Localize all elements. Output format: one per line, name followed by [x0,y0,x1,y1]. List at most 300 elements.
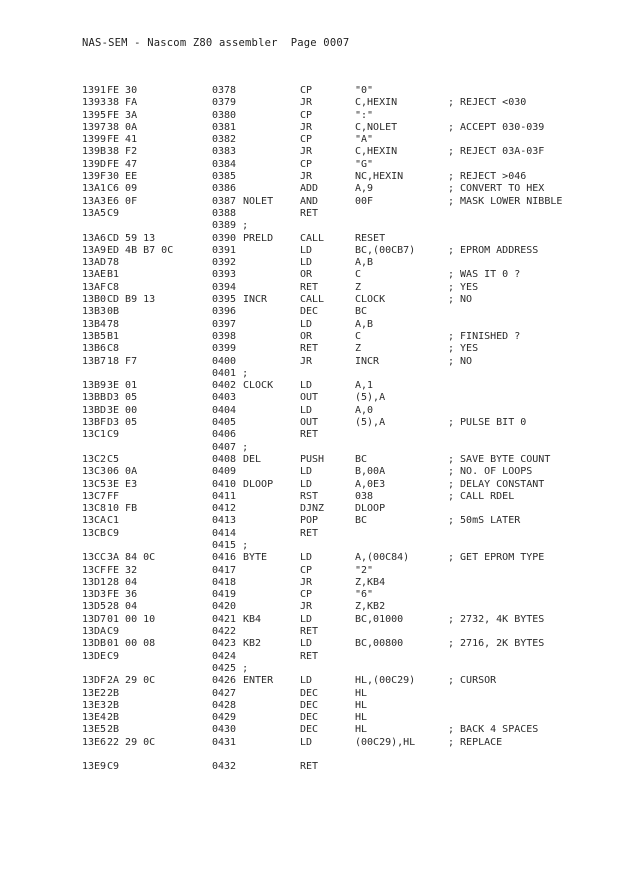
line-number: 0420 [212,601,237,613]
operand: HL [355,687,368,699]
operand: "2" [355,564,374,576]
comment: ; DELAY CONSTANT [448,478,545,490]
line-number: 0384 [212,158,237,170]
operand: A,B [355,257,374,269]
mnemonic: OUT [300,392,319,404]
label: PRELD [243,232,274,244]
comment: ; WAS IT 0 ? [448,269,521,281]
comment: ; NO [448,294,473,306]
line-number: 0424 [212,650,237,662]
line-number: 0392 [212,257,237,269]
line-number: 0425 ; [212,662,249,674]
object-bytes: C1 [107,515,120,527]
object-bytes: ED 4B B7 0C [107,244,174,256]
address: 13A3 [82,195,107,207]
listing-row [0,700,620,712]
operand: INCR [355,355,380,367]
address: 13A1 [82,183,107,195]
label: INCR [243,294,268,306]
mnemonic: RET [300,626,319,638]
address: 13DF [82,675,107,687]
line-number: 0411 [212,490,237,502]
address: 13E2 [82,687,107,699]
line-number: 0378 [212,85,237,96]
listing-row [0,134,620,146]
operand: BC,00800 [355,638,404,650]
address: 13C8 [82,503,107,515]
object-bytes: C6 09 [107,183,138,195]
mnemonic: DEC [300,306,319,318]
label: KB2 [243,638,262,650]
line-number: 0386 [212,183,237,195]
address: 13DE [82,650,107,662]
line-number: 0407 ; [212,441,249,453]
operand: HL,(00C29) [355,675,416,687]
line-number: 0383 [212,146,237,158]
address: 13C3 [82,466,107,478]
address: 1395 [82,109,107,121]
comment: ; CALL RDEL [448,490,515,502]
operand: "6" [355,589,374,601]
listing-row [0,577,620,589]
mnemonic: RET [300,429,319,441]
header-title: NAS-SEM - Nascom Z80 assembler [82,37,278,49]
object-bytes: 10 FB [107,503,138,515]
label: CLOCK [243,380,274,392]
operand: A,0E3 [355,478,386,490]
operand: CLOCK [355,294,386,306]
listing-row [0,515,620,527]
header-page-label: Page 0007 [290,37,350,49]
listing-row [0,356,620,368]
operand: ":" [355,109,374,121]
address: 13C2 [82,453,107,465]
listing-row [0,245,620,257]
object-bytes: 06 0A [107,466,138,478]
address: 13CC [82,552,107,564]
comment: ; REJECT <030 [448,97,527,109]
operand: BC [355,515,368,527]
object-bytes: 78 [107,318,120,330]
mnemonic: RET [300,761,319,773]
address: 13C5 [82,478,107,490]
line-number: 0403 [212,392,237,404]
operand: Z,KB4 [355,576,386,588]
mnemonic: JR [300,146,313,158]
operand: 038 [355,490,374,502]
listing-row [0,737,620,749]
object-bytes: FE 30 [107,85,138,96]
address: 13B7 [82,355,107,367]
operand: A,9 [355,183,374,195]
object-bytes: 38 FA [107,97,138,109]
listing-row [0,282,620,294]
mnemonic: PUSH [300,453,325,465]
object-bytes: 38 F2 [107,146,138,158]
label: ENTER [243,675,274,687]
object-bytes: 3E E3 [107,478,138,490]
object-bytes: 2A 29 0C [107,675,156,687]
operand: C,HEXIN [355,97,398,109]
comment: ; YES [448,281,479,293]
line-number: 0385 [212,171,237,183]
mnemonic: RST [300,490,319,502]
comment: ; 50mS LATER [448,515,521,527]
line-number: 0409 [212,466,237,478]
object-bytes: C9 [107,207,120,219]
address: 13A5 [82,207,107,219]
comment: ; NO. OF LOOPS [448,466,533,478]
line-number: 0399 [212,343,237,355]
object-bytes: C9 [107,429,120,441]
listing-row [0,343,620,355]
address: 1391 [82,85,107,96]
listing-row [0,368,620,380]
operand: BC [355,306,368,318]
listing-row [0,589,620,601]
line-number: 0416 [212,552,237,564]
address: 13BF [82,417,107,429]
listing-row [0,761,620,773]
mnemonic: POP [300,515,319,527]
object-bytes: 3E 00 [107,404,138,416]
mnemonic: JR [300,355,313,367]
mnemonic: OR [300,330,313,342]
label: BYTE [243,552,268,564]
line-number: 0390 [212,232,237,244]
operand: C [355,269,362,281]
mnemonic: LD [300,466,313,478]
listing-row [0,565,620,577]
object-bytes: C8 [107,281,120,293]
mnemonic: DEC [300,687,319,699]
comment: ; EPROM ADDRESS [448,244,539,256]
operand: Z,KB2 [355,601,386,613]
object-bytes: 2B [107,699,120,711]
object-bytes: 18 F7 [107,355,138,367]
mnemonic: CP [300,85,313,96]
address: 13BD [82,404,107,416]
listing-row [0,269,620,281]
line-number: 0412 [212,503,237,515]
line-number: 0423 [212,638,237,650]
label: DLOOP [243,478,274,490]
listing-row [0,724,620,736]
mnemonic: RET [300,281,319,293]
listing-row [0,294,620,306]
line-number: 0414 [212,527,237,539]
mnemonic: AND [300,195,319,207]
mnemonic: LD [300,675,313,687]
label: DEL [243,453,262,465]
mnemonic: JR [300,601,313,613]
operand: BC,01000 [355,613,404,625]
object-bytes: C5 [107,453,120,465]
operand: C [355,330,362,342]
object-bytes: CD B9 13 [107,294,156,306]
comment: ; REJECT >046 [448,171,527,183]
listing-row [0,171,620,183]
object-bytes: CD 59 13 [107,232,156,244]
listing-row [0,491,620,503]
line-number: 0391 [212,244,237,256]
object-bytes: 3A 84 0C [107,552,156,564]
object-bytes: D3 05 [107,417,138,429]
object-bytes: FE 41 [107,134,138,146]
operand: Z [355,343,362,355]
listing-row [0,429,620,441]
line-number: 0422 [212,626,237,638]
address: 13AD [82,257,107,269]
line-number: 0426 [212,675,237,687]
listing-row [0,663,620,675]
mnemonic: LD [300,404,313,416]
listing-row [0,626,620,638]
mnemonic: JR [300,171,313,183]
comment: ; YES [448,343,479,355]
listing-row [0,319,620,331]
address: 13B4 [82,318,107,330]
operand: RESET [355,232,386,244]
line-number: 0406 [212,429,237,441]
operand: "0" [355,85,374,96]
mnemonic: CP [300,134,313,146]
listing-row [0,675,620,687]
listing-row [0,146,620,158]
listing-row [0,306,620,318]
listing-row [0,466,620,478]
comment: ; BACK 4 SPACES [448,724,539,736]
listing-row [0,208,620,220]
mnemonic: CALL [300,232,325,244]
address: 139F [82,171,107,183]
listing-row [0,159,620,171]
mnemonic: RET [300,207,319,219]
line-number: 0397 [212,318,237,330]
object-bytes: 22 29 0C [107,736,156,748]
line-number: 0417 [212,564,237,576]
object-bytes: 01 00 08 [107,638,156,650]
listing-row [0,601,620,613]
mnemonic: OR [300,269,313,281]
operand: A,(00C84) [355,552,410,564]
address: 13D3 [82,589,107,601]
operand: A,B [355,318,374,330]
mnemonic: DJNZ [300,503,325,515]
listing-row [0,405,620,417]
address: 13D7 [82,613,107,625]
mnemonic: CALL [300,294,325,306]
line-number: 0379 [212,97,237,109]
address: 13DB [82,638,107,650]
object-bytes: C9 [107,761,120,773]
address: 1399 [82,134,107,146]
listing-row [0,331,620,343]
page-header [82,37,349,49]
listing-row [0,257,620,269]
label: NOLET [243,195,274,207]
assembly-listing [0,85,620,773]
listing-row [0,233,620,245]
mnemonic: OUT [300,417,319,429]
address: 13BB [82,392,107,404]
object-bytes: 30 EE [107,171,138,183]
line-number: 0430 [212,724,237,736]
line-number: 0415 ; [212,539,249,551]
operand: BC [355,453,368,465]
object-bytes: C8 [107,343,120,355]
operand: A,1 [355,380,374,392]
object-bytes: 0B [107,306,120,318]
mnemonic: JR [300,97,313,109]
object-bytes: 28 04 [107,601,138,613]
address: 13D1 [82,576,107,588]
line-number: 0405 [212,417,237,429]
mnemonic: LD [300,638,313,650]
line-number: 0398 [212,330,237,342]
object-bytes: B1 [107,330,120,342]
operand: NC,HEXIN [355,171,404,183]
line-number: 0413 [212,515,237,527]
object-bytes: C9 [107,626,120,638]
address: 13E9 [82,761,107,773]
address: 13E3 [82,699,107,711]
line-number: 0393 [212,269,237,281]
line-number: 0380 [212,109,237,121]
address: 13B3 [82,306,107,318]
mnemonic: DEC [300,712,319,724]
operand: Z [355,281,362,293]
mnemonic: CP [300,589,313,601]
listing-row [0,183,620,195]
line-number: 0394 [212,281,237,293]
operand: HL [355,712,368,724]
operand: C,NOLET [355,121,398,133]
operand: "A" [355,134,374,146]
listing-row [0,85,620,97]
line-number: 0382 [212,134,237,146]
operand: (00C29),HL [355,736,416,748]
mnemonic: ADD [300,183,319,195]
line-number: 0402 [212,380,237,392]
operand: B,00A [355,466,386,478]
listing-row [0,122,620,134]
address: 1397 [82,121,107,133]
address: 1393 [82,97,107,109]
mnemonic: LD [300,257,313,269]
address: 13B5 [82,330,107,342]
operand: DLOOP [355,503,386,515]
mnemonic: DEC [300,699,319,711]
line-number: 0381 [212,121,237,133]
operand: C,HEXIN [355,146,398,158]
comment: ; FINISHED ? [448,330,521,342]
address: 13E6 [82,736,107,748]
listing-row [0,688,620,700]
listing-row [0,220,620,232]
operand: "G" [355,158,374,170]
line-number: 0432 [212,761,237,773]
operand: BC,(00CB7) [355,244,416,256]
line-number: 0395 [212,294,237,306]
address: 13A9 [82,244,107,256]
line-number: 0389 ; [212,220,249,232]
address: 13DA [82,626,107,638]
object-bytes: E6 0F [107,195,138,207]
address: 13D5 [82,601,107,613]
address: 13B6 [82,343,107,355]
listing-row [0,638,620,650]
mnemonic: DEC [300,724,319,736]
operand: (5),A [355,392,386,404]
object-bytes: D3 05 [107,392,138,404]
object-bytes: 78 [107,257,120,269]
mnemonic: LD [300,380,313,392]
comment: ; SAVE BYTE COUNT [448,453,551,465]
address: 139D [82,158,107,170]
line-number: 0404 [212,404,237,416]
listing-row [0,528,620,540]
mnemonic: LD [300,244,313,256]
line-number: 0387 [212,195,237,207]
mnemonic: RET [300,527,319,539]
address: 13B0 [82,294,107,306]
listing-row [0,540,620,552]
listing-row [0,380,620,392]
comment: ; ACCEPT 030-039 [448,121,545,133]
comment: ; GET EPROM TYPE [448,552,545,564]
address: 13CB [82,527,107,539]
listing-row [0,417,620,429]
mnemonic: LD [300,478,313,490]
address: 13E5 [82,724,107,736]
comment: ; 2716, 2K BYTES [448,638,545,650]
listing-row [0,392,620,404]
line-number: 0431 [212,736,237,748]
comment: ; CURSOR [448,675,497,687]
line-number: 0429 [212,712,237,724]
operand: HL [355,724,368,736]
line-number: 0396 [212,306,237,318]
object-bytes: 2B [107,724,120,736]
mnemonic: CP [300,564,313,576]
mnemonic: JR [300,576,313,588]
listing-row [0,552,620,564]
line-number: 0418 [212,576,237,588]
line-number: 0427 [212,687,237,699]
comment: ; NO [448,355,473,367]
label: KB4 [243,613,262,625]
listing-row [0,479,620,491]
line-number: 0410 [212,478,237,490]
address: 13B9 [82,380,107,392]
object-bytes: 01 00 10 [107,613,156,625]
listing-row [0,97,620,109]
comment: ; REPLACE [448,736,503,748]
comment: ; PULSE BIT 0 [448,417,527,429]
object-bytes: 3E 01 [107,380,138,392]
line-number: 0408 [212,453,237,465]
object-bytes: FE 36 [107,589,138,601]
comment: ; 2732, 4K BYTES [448,613,545,625]
line-number: 0401 ; [212,367,249,379]
object-bytes: C9 [107,650,120,662]
line-number: 0428 [212,699,237,711]
address: 13C1 [82,429,107,441]
operand: A,0 [355,404,374,416]
operand: (5),A [355,417,386,429]
operand: HL [355,699,368,711]
